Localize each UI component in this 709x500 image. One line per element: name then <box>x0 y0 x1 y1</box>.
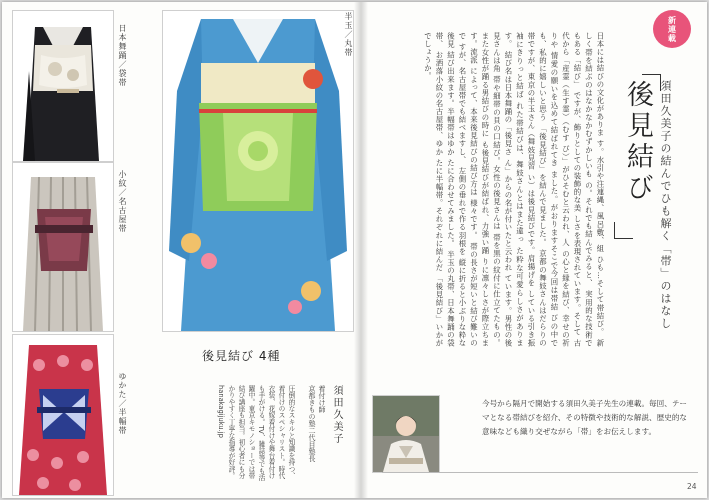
photo-nihon-buyo <box>12 10 114 162</box>
profile-role: 着付け師 <box>318 385 326 413</box>
magazine-spread <box>2 2 707 498</box>
photo-label-komon: 小紋／名古屋帯 <box>118 170 127 233</box>
series-subtitle: 須田久美子の結んでひも解く「帯」のはなし <box>659 80 672 330</box>
profile-name: 須田久美子 <box>331 385 342 445</box>
photo-label-yukata: ゆかた／半幅帯 <box>118 372 127 435</box>
body-text-col3: また女性が踊る男結びの時に も後見結びが結ばれ、力強い踊 りに凛々しさが際立ちます。流派 によって、本来後見結びの結び方は 様々です。 帯の長さが短いと結び難いので すが、名古屋帯でも結べますし、 左側の垂れで作る羽根を 縦に折ると小ぶりな粋な後見 結び出来ます。半幅帯はゆか たに合わせてみました。 半玉の丸帯、日本舞踊の袋帯、 お洒落小紋の名古屋帯、ゆか たに半幅帯。それぞれに結んだ 「後見結び」いかがでしょうか。 <box>423 32 490 347</box>
profile-url[interactable]: hanakagijuku.jp <box>217 385 225 438</box>
footer-rule <box>382 472 698 473</box>
body-text-main <box>384 32 606 347</box>
body-text-col2: がおりますそこで今回は帯結 びの中でも、私的に嬉しいと思う 「後見結び」を結んで見ました。 京都の舞妓さんはだらりの帯ですが、東京の半玉さん（舞妓見習 い）は後見結びです。肩揚げを している引き振袖にきりっと結ば れた帯結びは、舞妓さんとはまた違っ た粋な可愛らしさがあります。 結び名は日本舞踊の「後見さ ん」からの名が付いたと云われ ています。男性の後見さんは角 帯や細帯の貝の口結び。女性の後見さんは 帯を黒の紋付に仕立てたもの。 <box>492 32 559 347</box>
author-photo <box>372 395 440 473</box>
body-text-col1: 日本には結びの文化がありま す。水引や注連縄、風呂敷、組 ひも…そして帯結び。 新しく帯を結ぶのはなかなかむずかしいも の。それでも結んでみると、 実用的な技術でもある「結び」 ですが、飾りとしての装飾的な美 しさを表現されています。そして 古代から「産霊（生す霊）（むす び）」がひそむと云われ、人 の心と縁を結び、幸せの祈りや 情愛の願いを込めて結ばれてき ました。 <box>550 32 605 347</box>
new-series-badge <box>653 10 691 48</box>
page-number: 24 <box>687 482 697 491</box>
profile-bio <box>217 385 296 485</box>
page-gutter <box>354 2 368 498</box>
photo-spread-title: 後見結び 4種 <box>202 349 281 363</box>
series-lead: 今号から隔月で開始する須田久美子先生の連載。毎回、テーマとなる帯結びを紹介、その特徴や技術的な解説、歴史的な意味なども織り交ぜながら「帯」をお伝えします。 <box>482 399 688 436</box>
profile-bio-text: 圧倒的なスキルと知識を持つ、着付けのスペシャリスト。時代衣装、花嫁着付けや舞台着付けも手がける。TV、雑誌等でも活躍中。東京キモノショーでは帯結び講座も担当。初心者にも分かりやすく丁寧な指導が好評。 <box>227 385 295 481</box>
profile-role-school: 京都きもの塾二代目塾長 <box>308 385 316 462</box>
photo-hangyoku <box>162 10 354 332</box>
photo-komon <box>12 162 114 332</box>
article-title: 後見結び <box>622 80 653 204</box>
new-series-badge-label: 新連載 <box>667 15 677 43</box>
photo-label-hangyoku: 半玉／丸帯 <box>344 12 353 57</box>
photo-label-nihon-buyo: 日本舞踊／袋帯 <box>118 24 127 87</box>
title-bracket-close <box>614 222 633 239</box>
photo-yukata <box>12 334 114 496</box>
